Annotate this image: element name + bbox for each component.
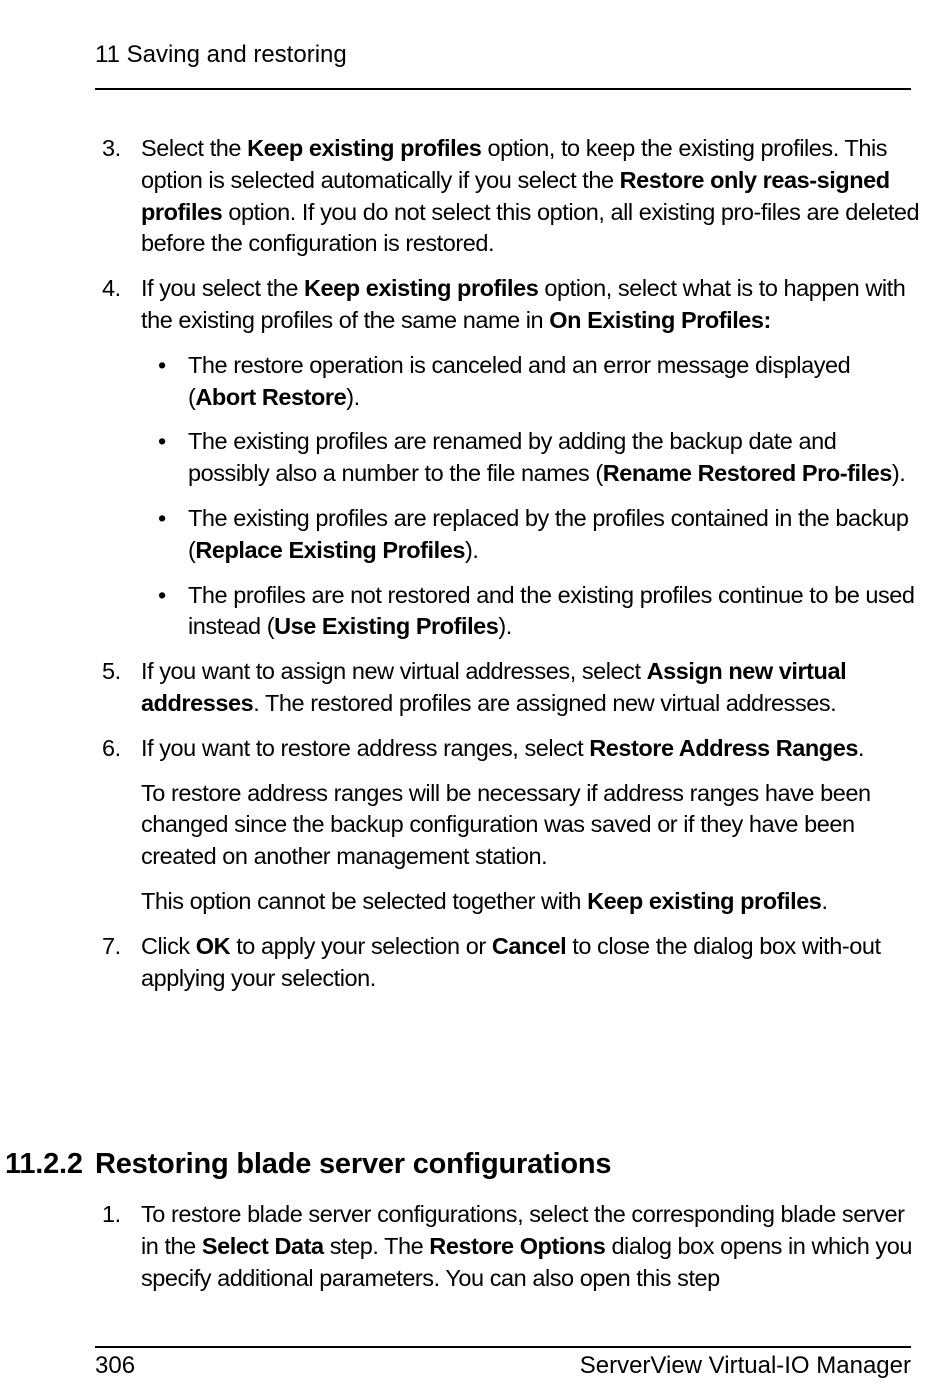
option-name: Rename Restored Pro-files <box>602 460 892 487</box>
option-name: Abort Restore <box>195 383 347 410</box>
step-number: 6. <box>102 734 121 761</box>
step-number: 5. <box>102 658 121 685</box>
step-6 <box>0 733 950 765</box>
option-name: Assign new virtual addresses <box>141 658 847 716</box>
step-number: 7. <box>102 932 121 959</box>
note-text: . <box>821 887 828 914</box>
bullet-text: ). <box>464 536 479 563</box>
step-text: step. The <box>323 1232 430 1259</box>
step-4 <box>0 273 950 337</box>
step-text: to apply your selection or <box>230 932 492 959</box>
step-text: If you want to restore address ranges, select <box>141 734 590 761</box>
step-text: option. If you do not select this option, all existing pro-files are deleted before the configuration is restored. <box>141 198 920 257</box>
step-3 <box>0 133 950 260</box>
bullet-text: The existing profiles are replaced by the profiles contained in the backup ( <box>188 504 909 563</box>
step-text: to close the dialog box with-out applying your selection. <box>141 932 881 991</box>
step-text: dialog box opens in which you specify additional parameters. You can also open this step <box>141 1232 912 1291</box>
bullet-item <box>0 580 950 644</box>
page-header <box>95 40 911 90</box>
bullet-icon: • <box>158 351 166 378</box>
option-name: Restore Options <box>429 1232 606 1259</box>
step-text: If you select the <box>141 275 305 302</box>
step-number: 3. <box>102 135 121 161</box>
step-number: 4. <box>102 275 121 302</box>
option-name: Keep existing profiles <box>587 887 822 914</box>
bullet-item <box>0 503 950 567</box>
ok-label: OK <box>195 932 231 959</box>
option-name: Keep existing profiles <box>247 135 482 161</box>
step-6-note: To restore address ranges will be necessary if address ranges have been changed since the backup configuration was saved or if they have been created on another management station. <box>141 779 871 870</box>
note-text: This option cannot be selected together with <box>141 887 588 914</box>
bullet-text: ). <box>891 460 906 487</box>
page-number: 306 <box>95 1352 136 1379</box>
section-number: 11.2.2 <box>5 1148 83 1180</box>
bullet-item <box>0 350 950 414</box>
option-name: Replace Existing Profiles <box>195 536 465 563</box>
step-text: . <box>857 734 865 761</box>
option-name: Select Data <box>201 1232 324 1259</box>
option-name: Restore only reas-signed profiles <box>141 166 890 225</box>
main-content <box>0 133 950 1007</box>
bullet-text: The profiles are not restored and the existing profiles continue to be used instead ( <box>188 581 915 640</box>
step-text: If you want to assign new virtual addresses, select <box>141 658 647 685</box>
step-6-restriction <box>0 886 950 918</box>
section-step-1 <box>0 1199 950 1294</box>
option-name: On Existing Profiles: <box>549 306 771 333</box>
bullet-text: The existing profiles are renamed by adding the backup date and possibly also a number to the file names ( <box>188 428 837 487</box>
bullet-icon: • <box>158 581 166 608</box>
section-title: Restoring blade server configurations <box>95 1148 612 1180</box>
option-name: Use Existing Profiles <box>274 613 499 640</box>
step-text: To restore blade server configurations, select the corresponding blade server in the <box>141 1201 905 1259</box>
step-text: option, to keep the existing profiles. This option is selected automatically if you select the <box>141 135 888 193</box>
option-name: Keep existing profiles <box>304 275 539 302</box>
document-title: ServerView Virtual-IO Manager <box>579 1352 911 1379</box>
cancel-label: Cancel <box>491 932 567 959</box>
option-name: Restore Address Ranges <box>589 734 858 761</box>
bullet-text: The restore operation is canceled and an error message displayed ( <box>188 351 851 410</box>
bullet-icon: • <box>158 428 166 455</box>
page-footer <box>95 1346 911 1382</box>
bullet-text: ). <box>346 383 360 410</box>
section-content <box>0 1199 950 1307</box>
chapter-title: 11 Saving and restoring <box>95 41 347 68</box>
step-number: 1. <box>102 1201 121 1227</box>
bullet-icon: • <box>158 504 166 531</box>
step-text: Select the <box>141 135 248 161</box>
step-5 <box>0 656 950 720</box>
bullet-text: ). <box>498 613 512 640</box>
step-text: Click <box>141 932 196 959</box>
bullet-item <box>0 426 950 490</box>
step-text: . The restored profiles are assigned new virtual addresses. <box>253 689 837 716</box>
step-7 <box>0 931 950 995</box>
step-text: option, select what is to happen with the existing profiles of the same name in <box>141 275 906 333</box>
